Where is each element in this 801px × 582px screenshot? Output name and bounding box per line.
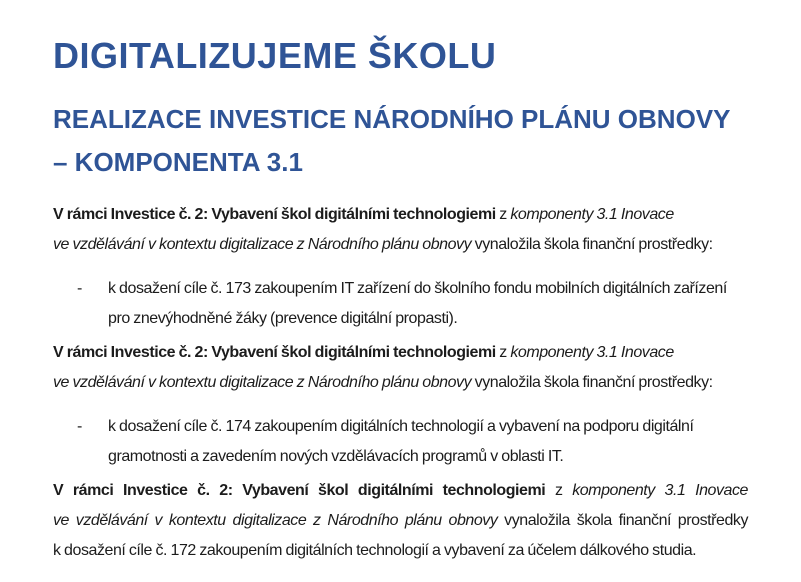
text-segment: vynaložila škola finanční prostředky [497,512,749,529]
text-segment: ve vzdělávání v kontextu digitalizace z Národního plánu obnovy [53,236,472,253]
text-segment: z [495,344,511,361]
text-segment: V rámci Investice č. 2: Vybavení škol digitálními technologiemi [53,344,496,361]
text-line [53,476,748,506]
page-title: DIGITALIZUJEME ŠKOLU [53,35,497,76]
text-line [108,274,748,304]
text-segment: z [495,206,511,223]
text-segment: k dosažení cíle č. 173 zakoupením IT zařízení do školního fondu mobilních digitálních zařízení [108,280,727,297]
text-segment: k dosažení cíle č. 174 zakoupením digitálních technologií a vybavení na podporu digitální [108,418,694,435]
bullet-item [53,274,748,334]
text-line [108,442,748,472]
text-line [53,200,748,230]
text-line [53,536,748,566]
paragraph-block [53,476,748,566]
text-line [108,304,748,334]
subtitle-line-1: REALIZACE INVESTICE NÁRODNÍHO PLÁNU OBNOVY [53,104,731,134]
document-body [53,200,748,566]
text-line [108,412,748,442]
text-segment: komponenty 3.1 Inovace [572,482,748,499]
paragraph-block [53,338,748,398]
text-segment: komponenty 3.1 Inovace [510,344,674,361]
text-segment: komponenty 3.1 Inovace [510,206,674,223]
bullet-dash: - [77,418,82,435]
text-segment: V rámci Investice č. 2: Vybavení škol digitálními technologiemi [53,482,546,499]
text-segment: vynaložila škola finanční prostředky: [471,374,713,391]
text-segment: ve vzdělávání v kontextu digitalizace z Národního plánu obnovy [53,512,498,529]
text-segment: gramotnosti a zavedením nových vzdělávacích programů v oblasti IT. [108,448,564,465]
bullet-item [53,412,748,472]
paragraph-block [53,200,748,260]
text-line [53,506,748,536]
text-line [53,338,748,368]
text-segment: ve vzdělávání v kontextu digitalizace z Národního plánu obnovy [53,374,472,391]
subtitle-line-2: – KOMPONENTA 3.1 [53,147,303,177]
text-line [53,230,748,260]
text-segment: z [545,482,573,499]
page-subtitle [53,98,748,184]
bullet-dash: - [77,280,82,297]
text-line [53,368,748,398]
text-segment: pro znevýhodněné žáky (prevence digitální propasti). [108,310,458,327]
text-segment: k dosažení cíle č. 172 zakoupením digitálních technologií a vybavení za účelem dálkového studia. [53,542,697,559]
text-segment: vynaložila škola finanční prostředky: [471,236,713,253]
text-segment: V rámci Investice č. 2: Vybavení škol digitálními technologiemi [53,206,496,223]
